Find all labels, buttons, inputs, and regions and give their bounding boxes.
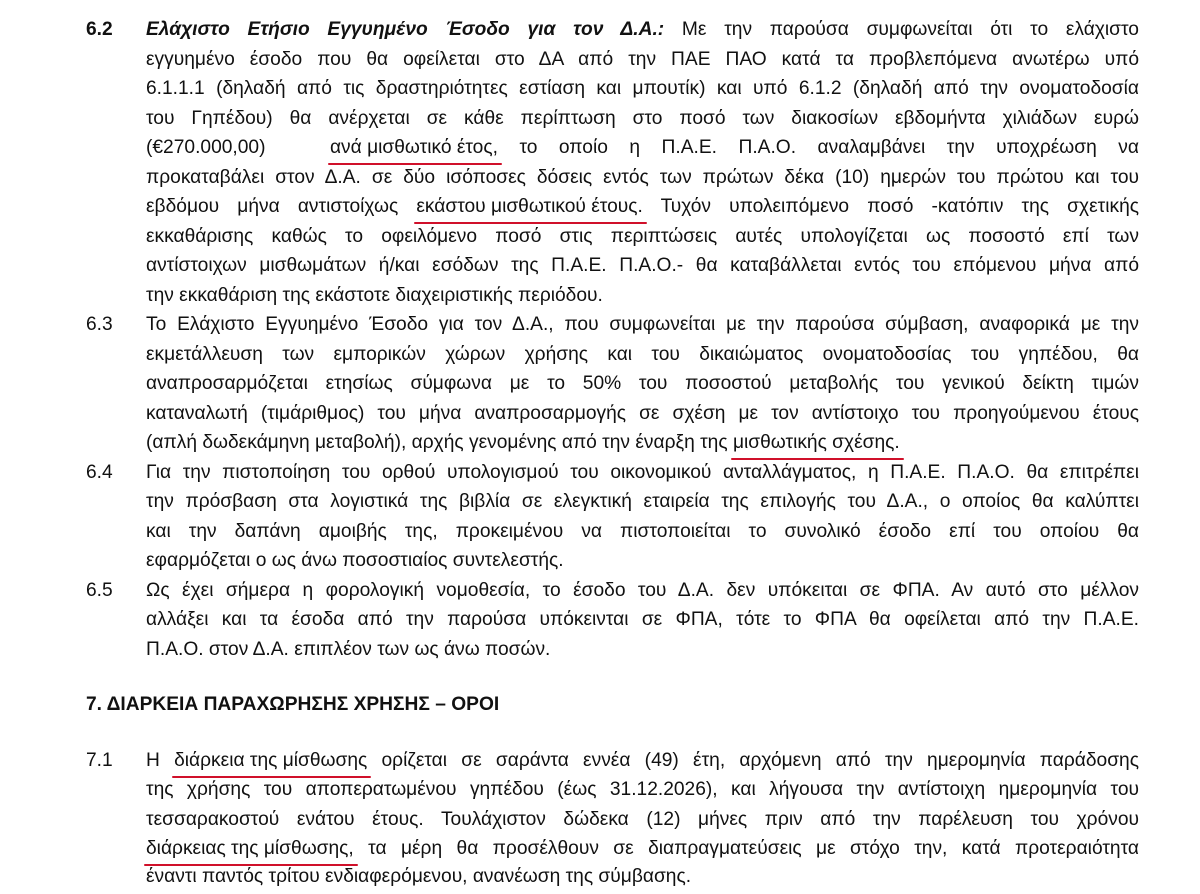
- clause-number-7-1: 7.1: [86, 750, 113, 771]
- clause-6-3-line-3: αναπροσαρμόζεται ετησίως σύμφωνα με το 50% του ποσοστού μεταβολής του γενικού δείκτη τιμών: [146, 373, 1139, 394]
- clause-6-2-line-10: την εκκαθάριση της εκάστοτε διαχειριστικής περιόδου.: [146, 285, 603, 306]
- clause-6-3-line-2: εκμετάλλευση των εμπορικών χώρων χρήσης και του δικαιώματος ονοματοδοσίας του γηπέδου, θα: [146, 344, 1139, 365]
- clause-6-5-line-3: Π.Α.Ο. στον Δ.Α. επιπλέον των ως άνω ποσών.: [146, 639, 551, 660]
- clause-number-6-5: 6.5: [86, 580, 113, 601]
- clause-6-2-line-1: Ελάχιστο Ετήσιο Εγγυημένο Έσοδο για τον Δ.Α.: Με την παρούσα συμφωνείται ότι το ελάχιστο: [146, 19, 1139, 40]
- clause-7-1-line-4: διάρκειας της μίσθωσης, τα μέρη θα προσέλθουν σε διαπραγματεύσεις με στόχο την, κατά προτεραιότητα: [146, 836, 1139, 862]
- clause-6-4-line-3: και την δαπάνη αμοιβής της, προκειμένου να πιστοποιείται το συνολικό έσοδο επί του οποίου θα: [146, 521, 1139, 542]
- clause-6-2-line-2: εγγυημένο έσοδο που θα οφείλεται στο ΔΑ από την ΠΑΕ ΠΑΟ κατά τα προβλεπόμενα ανωτέρω υπό: [146, 49, 1139, 70]
- clause-6-2-line-3: 6.1.1.1 (δηλαδή από τις δραστηριότητες εστίαση και μπουτίκ) και υπό 6.1.2 (δηλαδή από την ονοματοδοσία: [146, 78, 1139, 99]
- clause-number-6-4: 6.4: [86, 462, 113, 483]
- clause-6-4-line-1: Για την πιστοποίηση του ορθού υπολογισμού του οικονομικού ανταλλάγματος, η Π.Α.Ε. Π.Α.Ο. θα επιτρέπει: [146, 462, 1139, 483]
- clause-6-2-line-4: του Γηπέδου) θα ανέρχεται σε κάθε περίπτωση στο ποσό των διακοσίων εβδομήντα χιλιάδων ευρώ: [146, 108, 1139, 129]
- underline-highlight: διάρκειας της μίσθωσης,: [146, 836, 354, 862]
- clause-6-2-line-8: εκκαθάρισης καθώς το οφειλόμενο ποσό στις περιπτώσεις αυτές υπολογίζεται ως ποσοστό επί των: [146, 226, 1139, 247]
- clause-7-1-line-3: τεσσαρακοστού ενάτου έτους. Τουλάχιστον δώδεκα (12) μήνες πριν από την παρέλευση του χρόνου: [146, 809, 1139, 830]
- underline-highlight: εκάστου μισθωτικού έτους.: [416, 194, 643, 220]
- clause-6-2-line-7: εβδόμου μήνα αντιστοίχως εκάστου μισθωτικού έτους. Τυχόν υπολειπόμενο ποσό -κατόπιν της σχετικής: [146, 194, 1139, 220]
- clause-6-3-line-1: Το Ελάχιστο Εγγυημένο Έσοδο για τον Δ.Α., που συμφωνείται με την παρούσα σύμβαση, αναφορικά με την: [146, 314, 1139, 335]
- underline-highlight: διάρκεια της μίσθωσης: [174, 748, 367, 774]
- clause-6-2-line-6: προκαταβάλει στον Δ.Α. σε δύο ισόποσες δόσεις εντός των πρώτων δέκα (10) ημερών του πρώτου και του: [146, 167, 1139, 188]
- clause-6-2-line-9: αντίστοιχων μισθωμάτων ή/και εσόδων της Π.Α.Ε. Π.Α.Ο.- θα καταβάλλεται εντός του επόμενου μήνα από: [146, 255, 1139, 276]
- section-7-heading: 7. ΔΙΑΡΚΕΙΑ ΠΑΡΑΧΩΡΗΣΗΣ ΧΡΗΣΗΣ – ΟΡΟΙ: [86, 694, 500, 715]
- underline-highlight: μισθωτικής σχέσης.: [733, 430, 900, 456]
- underline-highlight: ανά μισθωτικό έτος,: [330, 135, 498, 161]
- clause-7-1-line-5: έναντι παντός τρίτου ενδιαφερόμενου, ανανέωση της σύμβασης.: [146, 866, 692, 887]
- clause-6-2-line-5: (€270.000,00) ανά μισθωτικό έτος, το οποίο η Π.Α.Ε. Π.Α.Ο. αναλαμβάνει την υποχρέωση να: [146, 135, 1139, 161]
- clause-6-2-title: Ελάχιστο Ετήσιο Εγγυημένο Έσοδο για τον Δ.Α.:: [146, 19, 665, 40]
- clause-6-3-line-4: καταναλωτή (τιμάριθμος) του μήνα αναπροσαρμογής σε σχέση με τον αντίστοιχο του προηγούμενου έτους: [146, 403, 1139, 424]
- clause-6-4-line-2: την πρόσβαση στα λογιστικά της βιβλία σε ελεγκτική εταιρεία της επιλογής του Δ.Α., ο οποίος θα καλύπτει: [146, 491, 1139, 512]
- clause-number-6-3: 6.3: [86, 314, 113, 335]
- clause-6-5-line-2: αλλάξει και τα έσοδα από την παρούσα υπόκεινται σε ΦΠΑ, τότε το ΦΠΑ θα οφείλεται από την Π.Α.Ε.: [146, 609, 1139, 630]
- clause-6-4-line-4: εφαρμόζεται ο ως άνω ποσοστιαίος συντελεστής.: [146, 550, 564, 571]
- clause-6-3-line-5: (απλή δωδεκάμηνη μεταβολή), αρχής γενομένης από την έναρξη της μισθωτικής σχέσης.: [146, 430, 900, 456]
- clause-6-5-line-1: Ως έχει σήμερα η φορολογική νομοθεσία, το έσοδο του Δ.Α. δεν υπόκειται σε ΦΠΑ. Αν αυτό στο μέλλον: [146, 580, 1139, 601]
- clause-7-1-line-2: της χρήσης του αποπερατωμένου γηπέδου (έως 31.12.2026), και λήγουσα την αντίστοιχη ημερομηνία του: [146, 779, 1139, 800]
- clause-number-6-2: 6.2: [86, 19, 113, 40]
- clause-7-1-line-1: Η διάρκεια της μίσθωσης ορίζεται σε σαράντα εννέα (49) έτη, αρχόμενη από την ημερομηνία παράδοσης: [146, 748, 1139, 774]
